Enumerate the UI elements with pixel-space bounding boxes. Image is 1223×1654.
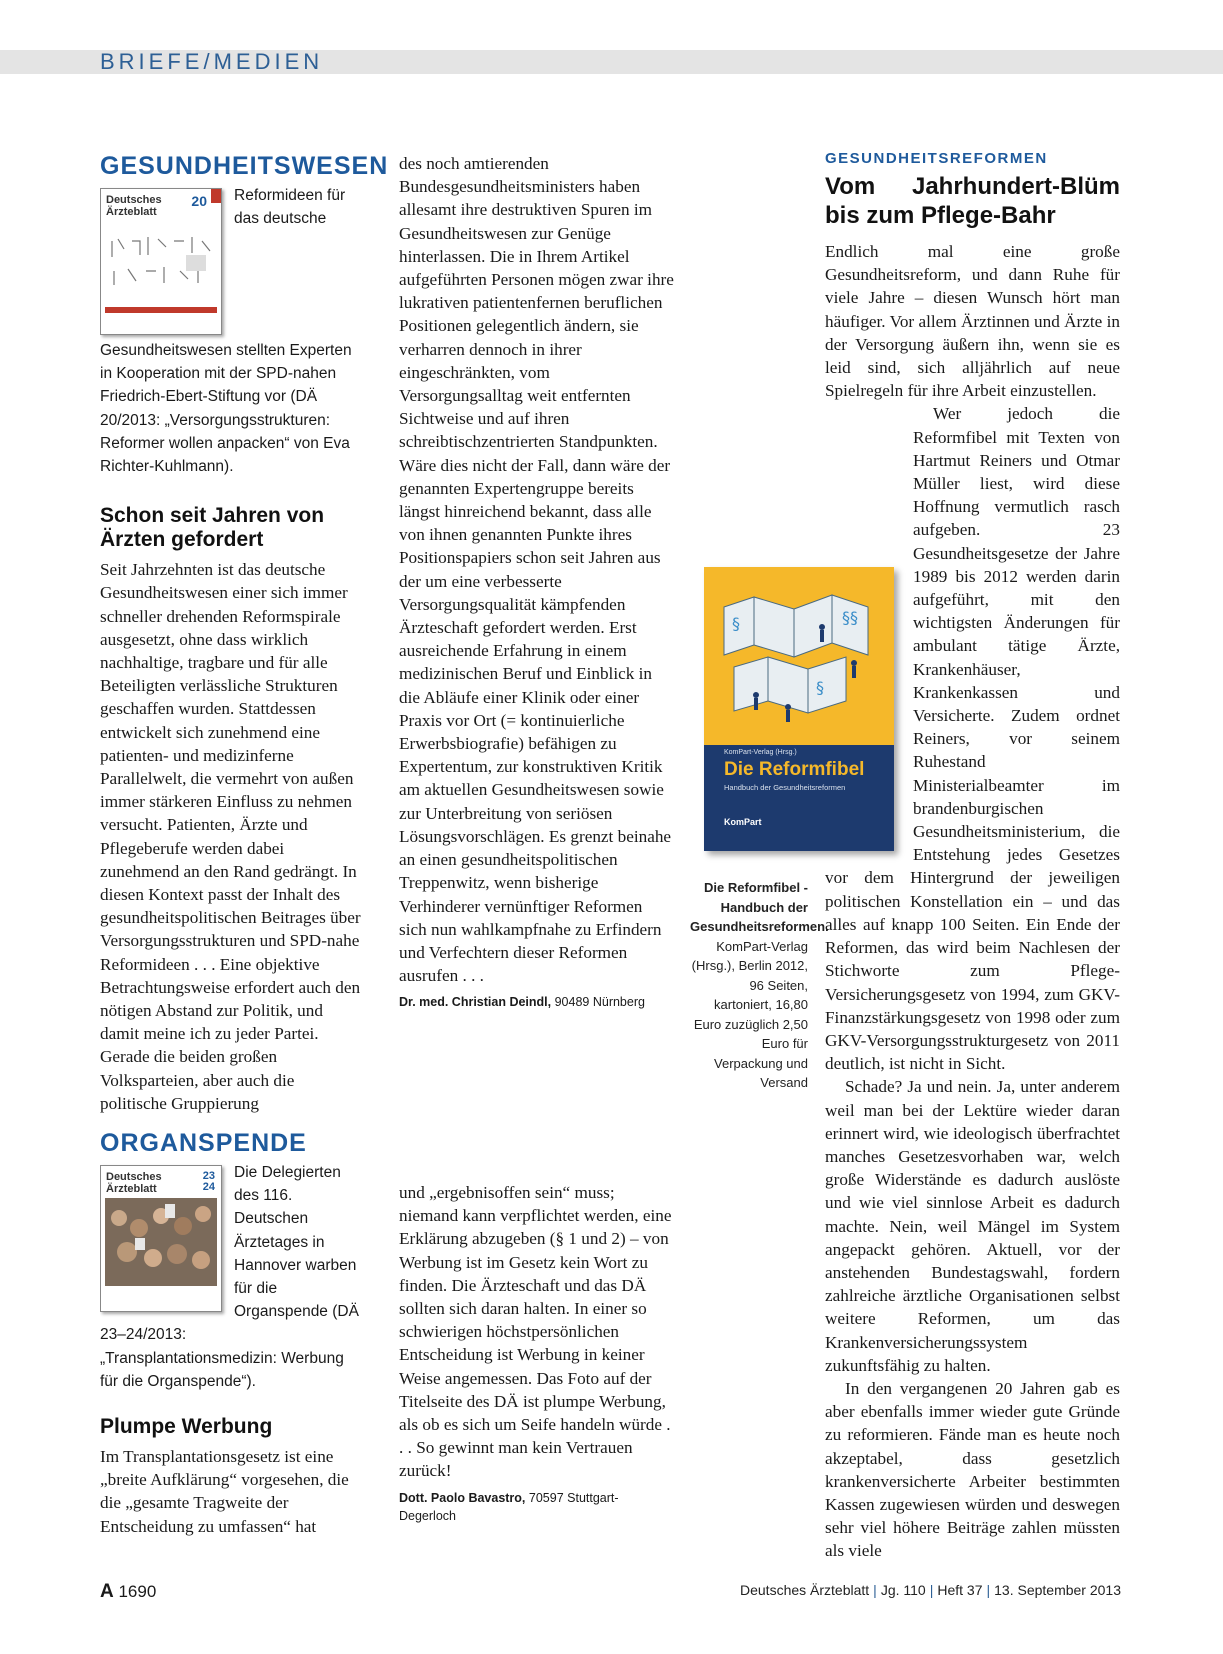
letter2-continuation: und „ergebnisoffen sein“ muss; niemand kann verpflichtet werden, eine Erklärung abzugeben (§ 1 und 2) – von Werbung ist im Gesetz kein Wort zu finden. Die Ärzteschaft und das DÄ sollten sich daran halten. In einer so schwierigen höchstpersönlichen Entscheidung ist Werbung in keiner Weise angemessen. Das Foto auf der Titelseite des DÄ ist plumpe Werbung, als ob es sich um Seife handeln würde . . . So gewinnt man kein Vertrauen zurück! [399,1183,672,1481]
letter1-place: 90489 Nürnberg [554,995,645,1010]
letter2-signature [399,1489,674,1525]
review-paragraph-1: Endlich mal eine große Gesundheitsreform, und dann Ruhe für viele Jahre – diesen Wunsch hört man häufiger. Vor allem Ärztinnen und Ärzte in der Versorgung äußern ihn, wenn sie es leid sind, sich alljährlich auf neue Spielregeln für ihre Arbeit einzustellen. [825,242,1120,401]
cover-red-banner [105,307,217,313]
left-column-lower [100,1129,362,1538]
letter2-kicker: ORGANSPENDE [100,1129,307,1157]
review-kicker: GESUNDHEITSREFORMEN [825,150,1048,167]
caption-title: Die Reformfibel - Handbuch der Gesundheitsreformen. [690,880,829,934]
footer-issue: Heft 37 [937,1582,983,1598]
footer-volume: Jg. 110 [880,1582,926,1598]
section-title: BRIEFE/MEDIEN [100,49,324,74]
book-publisher-logo: KomPart [724,817,762,827]
page-number-value: 1690 [118,1582,157,1601]
letter1-author: Dr. med. Christian Deindl, [399,995,552,1010]
right-column [825,150,1120,1563]
cover-title-2: Deutsches Ärzteblatt [106,1171,162,1195]
letter2-lead: Die Delegierten des 116. Deutschen Ärztetages in Hannover warben für die Organspende (DÄ 23–24/2013: „Transplantationsmedizin: Werbung für die Organspende“). [100,1164,359,1390]
letter2-body: Im Transplantationsgesetz ist eine „breite Aufklärung“ vorgesehen, die die „gesamte Tragweite der Entscheidung zu umfassen“ hat [100,1447,349,1536]
review-paragraph-3: Schade? Ja und nein. Ja, unter anderem weil man bei der Lektüre wieder daran erinnert wird, wie ideologisch überfrachtet manches Gesetzesvorhaben war, welch große Widerstände es dadurch auslöste und wie viel sinnlose Arbeit es dadurch machte. Nein, weil Mängel im System angepackt gehören. Aktuell, vor der anstehenden Bundestagswahl, fordern zahlreiche ärztliche Organisationen selbst weitere Reformen, um das Krankenversicherungssystem zukunftsfähig zu halten. [825,1077,1120,1375]
middle-column [399,152,674,1011]
footer-date: 13. September 2013 [994,1582,1121,1598]
svg-text:§: § [816,678,824,697]
book-publisher: KomPart-Verlag (Hrsg.) [724,749,797,756]
footer-separator: | [873,1582,877,1598]
letter1-continuation: des noch amtierenden Bundesgesundheitsministers haben allesamt ihre destruktiven Spuren im Gesundheitswesen zur Genüge hinterlassen. Die in Ihrem Artikel aufgeführten Personen mögen zwar ihre lukrativen patientenfernen beruflichen Positionen gelegentlich ändern, sie verharren dennoch in ihrer eingeschränkten, vom Versorgungsalltag weit entfernten Sichtweise und auf ihren schreibtischzentrierten Standpunkten. Wäre dies nicht der Fall, dann wäre der genannten Expertengruppe bereits längst hinreichend bekannt, dass alle von ihnen genannten Punkte ihres Positionspapiers schon seit Jahren aus der um eine verbesserte Versorgungsqualität kämpfenden Ärzteschaft gefordert werden. Erst ausreichende Erfahrung in einem medizinischen Beruf und Einblick in die Abläufe einer Klinik oder einer Praxis vor Ort (= kontinuierliche Erwerbsbiografie) befähigen zu Expertentum, zur konstruktiven Kritik am aktuellen Gesundheitswesen sowie zur Unterbreitung von seriösen Lösungsvorschlägen. Es grenzt beinahe an einen gesundheitspolitischen Treppenwitz, wenn bisherige Verhinderer vernünftiger Reformen sich nun wahlkampfnahe zu Erfindern und Verfechtern dieser Reformen ausrufen . . . [399,154,674,986]
letter1-body: Seit Jahrzehnten ist das deutsche Gesundheitswesen einer sich immer schneller drehenden Reformspirale ausgesetzt, ohne dass wirklich nachhaltige, tragbare und für alle Beteiligten verlässliche Strukturen geschaffen wurden. Stattdessen entwickelt sich zunehmend eine patienten- und medizinferne Parallelwelt, die vermehrt von außen immer stärkeren Einfluss zu nehmen versucht. Patienten, Ärzte und Pflegeberufe werden dabei zunehmend an den Rand gedrängt. In diesen Kontext passt der Inhalt des gesundheitspolitischen Beitrages über Versorgungsstrukturen und SPD-nahe Reformideen . . . Eine objektive Betrachtungsweise erfordert auch den nötigen Abstand zur Politik, und damit meine ich zu jeder Partei. Gerade die beiden großen Volksparteien, aber auch die politische Gruppierung [100,560,361,1113]
book-caption [690,878,829,1093]
cover-red-mark [211,189,221,203]
letter2-lead-block [100,1161,362,1393]
footer-separator: | [986,1582,991,1598]
footer-separator: | [929,1582,934,1598]
letter2-author: Dott. Paolo Bavastro, [399,1490,526,1505]
letter1-kicker: GESUNDHEITSWESEN [100,152,389,180]
book-subtitle: Handbuch der Gesundheitsreformen [724,783,846,792]
letter1-signature [399,993,674,1011]
letter1-lead-block [100,184,362,478]
book-title: Die Reformfibel [724,759,865,780]
review-paragraph-4: In den vergangenen 20 Jahren gab es aber ebenfalls immer wieder gute Gründe zu reformieren. Fände man es heute noch akzeptabel, dass gesetzlich krankenversicherte Arbeiter bestimmten Kassen zugewiesen würden und deswegen sehr viel höhere Beiträge zahlen müssten als viele [825,1378,1120,1561]
cover-illustration [102,227,220,307]
svg-text:§: § [732,614,740,633]
cover-issue: 20 [191,193,207,209]
journal-footer [740,1582,1121,1598]
cover-title: Deutsches Ärzteblatt [106,194,162,218]
letter1-headline: Schon seit Jahren von Ärzten gefordert [100,504,325,552]
middle-column-lower [399,1181,674,1525]
review-headline: Vom Jahrhundert-Blüm bis zum Pflege-Bahr [825,173,1120,229]
letter2-place: 70597 Stuttgart-Degerloch [399,1490,619,1523]
caption-details: KomPart-Verlag (Hrsg.), Berlin 2012, 96 Seiten, kartoniert, 16,80 Euro zuzüglich 2,50 Euro für Verpackung und Versand [691,938,808,1090]
review-paragraph-2: Wer jedoch die Reformfibel mit Texten von Hartmut Reiners und Otmar Müller liest, wird diese Hoffnung vermutlich rasch aufgeben. 23 Gesundheitsgesetze der Jahre 1989 bis 2012 werden darin aufgeführt, mit den wichtigsten Änderungen für ambulant tätige Ärzte, Krankenhäuser, Krankenkassen und Versicherte. Zudem ordnet Reiners, vor seinem Ruhestand Ministerialbeamter im brandenburgischen Gesundheitsministerium, die Entstehung jedes Gesetzes vor dem Hintergrund der jeweiligen politischen Konstellation ein – und das alles auf knapp 100 Seiten. Ein Ende der Reformen, das wird beim Nachlesen der Stichworte zum Pflege-Versicherungsgesetz von 1994, zum GKV-Finanzstärkungsgesetz von 1998 oder zum GKV-Versorgungsstrukturgesetz von 2011 deutlich, ist nicht in Sicht. [825,404,1120,1074]
footer-journal: Deutsches Ärzteblatt [740,1582,870,1598]
page-number [100,1581,156,1603]
cover-photo-crowd [105,1198,217,1286]
letter1-lead: Reformideen für das deutsche Gesundheitswesen stellten Experten in Kooperation mit der SPD-nahen Friedrich-Ebert-Stiftung vor (DÄ 20/2013: „Versorgungsstrukturen: Reformer wollen anpacken“ von Eva Richter-Kuhlmann). [100,187,352,476]
journal-cover-thumbnail [100,188,222,335]
letter2-headline: Plumpe Werbung [100,1415,273,1439]
book-float-spacer [825,494,913,850]
left-column [100,152,389,1115]
journal-cover-thumbnail-2 [100,1165,222,1312]
page-prefix: A [100,1581,114,1602]
cover-issue-2: 23 24 [202,1170,215,1193]
svg-text:§§: §§ [842,608,858,627]
